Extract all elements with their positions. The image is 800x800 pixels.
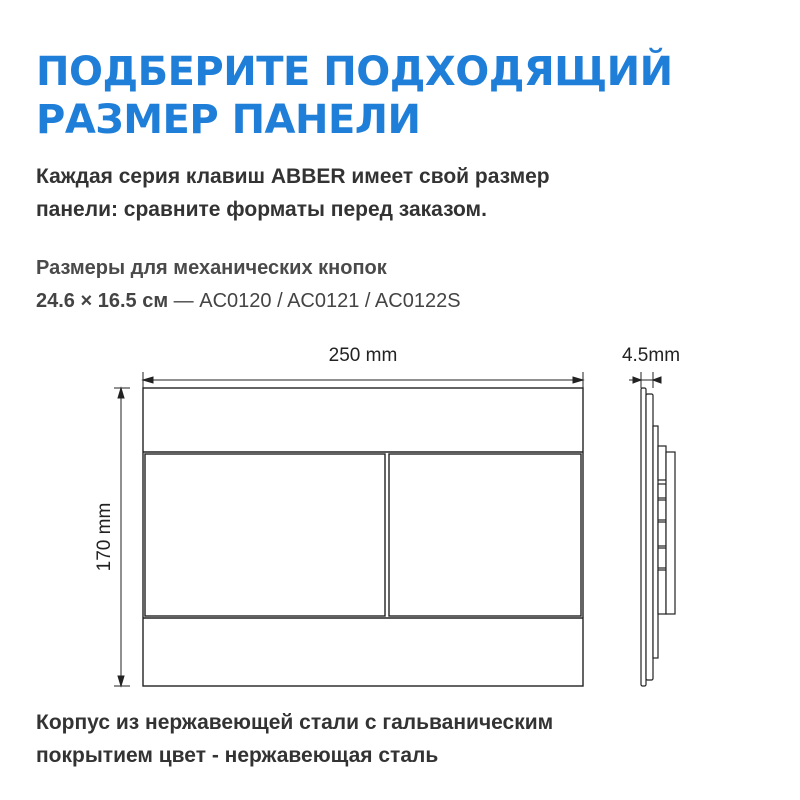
title-line-1: ПОДБЕРИТЕ ПОДХОДЯЩИЙ — [36, 49, 673, 95]
height-dimension — [114, 388, 130, 686]
footer-line-2: покрытием цвет - нержавеющая сталь — [36, 744, 439, 767]
footer-line-1: Корпус из нержавеющей стали с гальваническим — [36, 711, 554, 734]
sizes-models: — AC0120 / AC0121 / AC0122S — [168, 290, 461, 312]
width-dimension — [143, 372, 583, 388]
panel-side-view — [641, 388, 675, 686]
width-label: 250 mm — [328, 345, 398, 366]
left-flush-button — [145, 454, 385, 616]
title-line-2: РАЗМЕР ПАНЕЛИ — [36, 97, 421, 143]
panel-front-view — [143, 388, 583, 686]
sizes-heading: Размеры для механических кнопок — [36, 257, 387, 279]
subtitle-line-2: панели: сравните форматы перед заказом. — [36, 198, 487, 221]
height-label: 170 mm — [94, 502, 115, 572]
sizes-dimensions: 24.6 × 16.5 см — [36, 290, 169, 312]
depth-label: 4.5mm — [621, 345, 681, 366]
subtitle-line-1: Каждая серия клавиш ABBER имеет свой размер — [36, 165, 550, 188]
footer-note — [36, 706, 776, 772]
right-flush-button — [389, 454, 581, 616]
depth-dimension — [629, 372, 661, 388]
